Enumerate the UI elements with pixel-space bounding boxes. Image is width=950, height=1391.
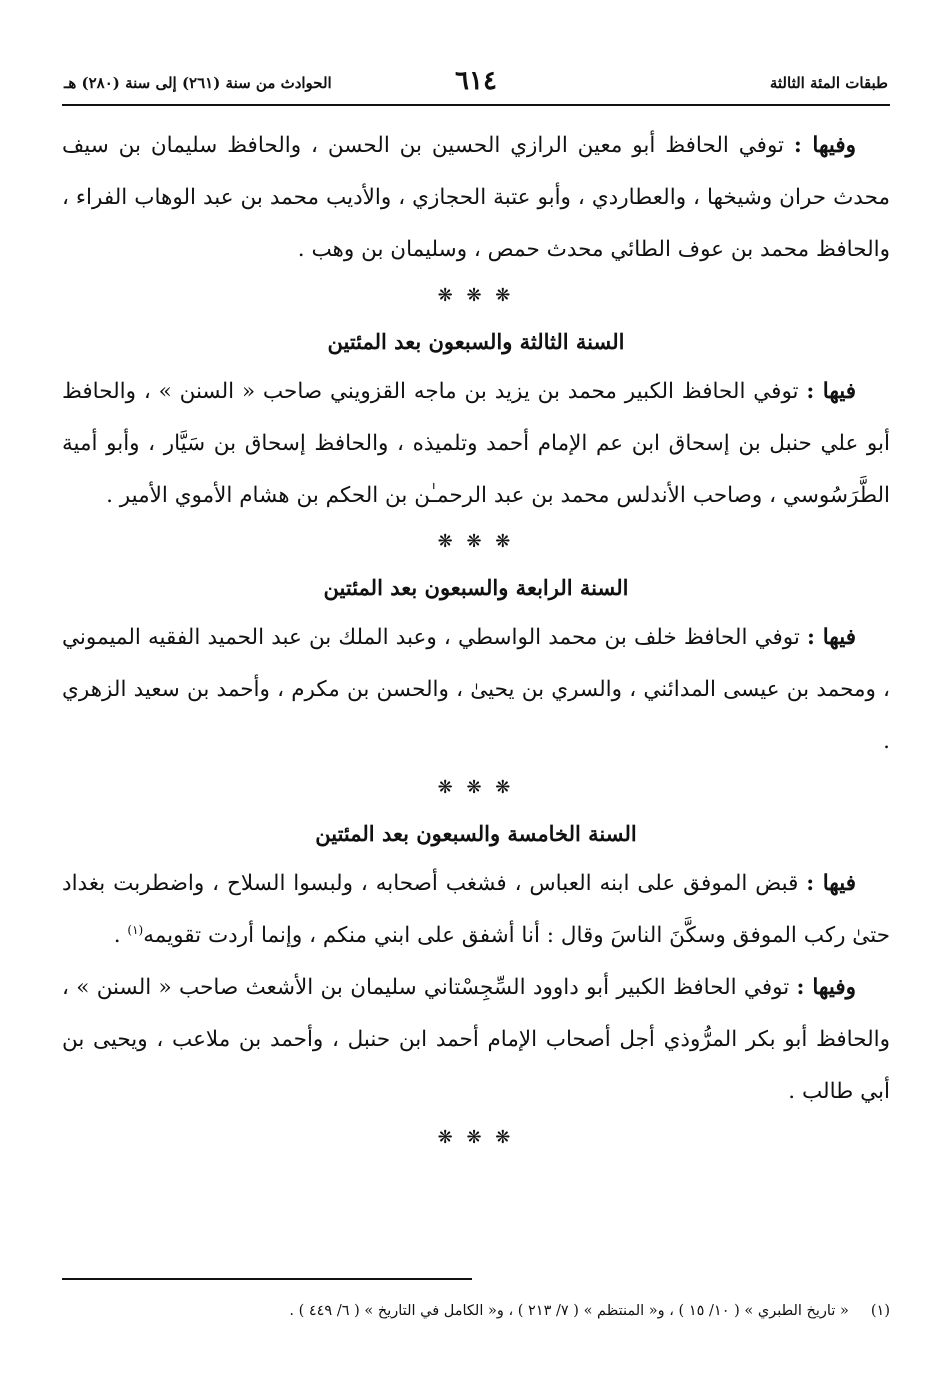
section-separator: ❋ ❋ ❋ — [437, 285, 515, 306]
footnote-reference[interactable]: (١) — [127, 922, 144, 937]
book-page — [62, 60, 890, 1360]
paragraph-text: توفي الحافظ خلف بن محمد الواسطي ، وعبد الملك بن عبد الحميد الفقيه الميموني ، ومحمد بن عيسى المدائني ، والسري بن يحيىٰ ، والحسن بن مكرم ، وأحمد بن سعيد الزهري . — [62, 625, 890, 754]
footnote-text: « تاريخ الطبري » ( ١٠/ ١٥ ) ، و« المنتظم » ( ٧/ ٢١٣ ) ، و« الكامل في التاريخ » ( ٦/ ٤٤٩ ) . — [289, 1303, 849, 1319]
paragraph-text: توفي الحافظ أبو معين الرازي الحسين بن الحسن ، والحافظ سليمان بن سيف محدث حران وشيخها ، والعطاردي ، وأبو عتبة الحجازي ، والأديب محمد بن عبد الوهاب الفراء ، والحافظ محمد بن عوف الطائي محدث حمص ، وسليمان بن وهب . — [62, 133, 890, 262]
section-separator: ❋ ❋ ❋ — [437, 531, 515, 552]
page-number: ٦١٤ — [455, 66, 497, 96]
footnote — [62, 1298, 890, 1324]
paragraph-text: قبض الموفق على ابنه العباس ، فشغب أصحابه ، ولبسوا السلاح ، واضطربت بغداد حتىٰ ركب الموفق وسكَّنَ الناسَ وقال : أنا أشفق على ابني منكم ، وإنما أردت تقويمه — [62, 871, 890, 948]
paragraph-5 — [62, 962, 890, 1118]
page-content — [62, 120, 890, 1152]
book-title: طبقات المئة الثالثة — [769, 74, 888, 92]
paragraph-lead: فيها : — [807, 625, 856, 650]
paragraph-lead: فيها : — [806, 379, 856, 404]
section-title-273: السنة الثالثة والسبعون بعد المئتين — [327, 329, 625, 354]
paragraph-4 — [62, 858, 890, 962]
paragraph-1 — [62, 120, 890, 276]
chapter-range: الحوادث من سنة (٢٦١) إلى سنة (٢٨٠) هـ — [64, 74, 332, 92]
paragraph-lead: وفيها : — [793, 133, 856, 158]
paragraph-tail: . — [113, 923, 128, 948]
section-separator: ❋ ❋ ❋ — [437, 1127, 515, 1148]
running-header — [62, 60, 890, 106]
footnote-number: (١) — [870, 1303, 890, 1319]
paragraph-3 — [62, 612, 890, 768]
paragraph-text: توفي الحافظ الكبير أبو داوود السِّجِسْتاني سليمان بن الأشعث صاحب « السنن » ، والحافظ أبو بكر المرُّوذي أجل أصحاب الإمام أحمد ابن حنبل ، وأحمد بن ملاعب ، ويحيى بن أبي طالب . — [62, 975, 890, 1104]
section-title-275: السنة الخامسة والسبعون بعد المئتين — [315, 821, 637, 846]
section-separator: ❋ ❋ ❋ — [437, 777, 515, 798]
paragraph-text: توفي الحافظ الكبير محمد بن يزيد بن ماجه القزويني صاحب « السنن » ، والحافظ أبو علي حنبل بن إسحاق ابن عم الإمام أحمد وتلميذه ، والحافظ إسحاق بن سَيَّار ، وأبو أمية الطَّرَسُوسي ، وصاحب الأندلس محمد بن عبد الرحمـٰن بن الحكم بن هشام الأموي الأمير . — [62, 379, 890, 508]
section-title-274: السنة الرابعة والسبعون بعد المئتين — [323, 575, 629, 600]
paragraph-lead: فيها : — [806, 871, 856, 896]
footnote-divider — [62, 1278, 472, 1280]
paragraph-lead: وفيها : — [796, 975, 856, 1000]
paragraph-2 — [62, 366, 890, 522]
